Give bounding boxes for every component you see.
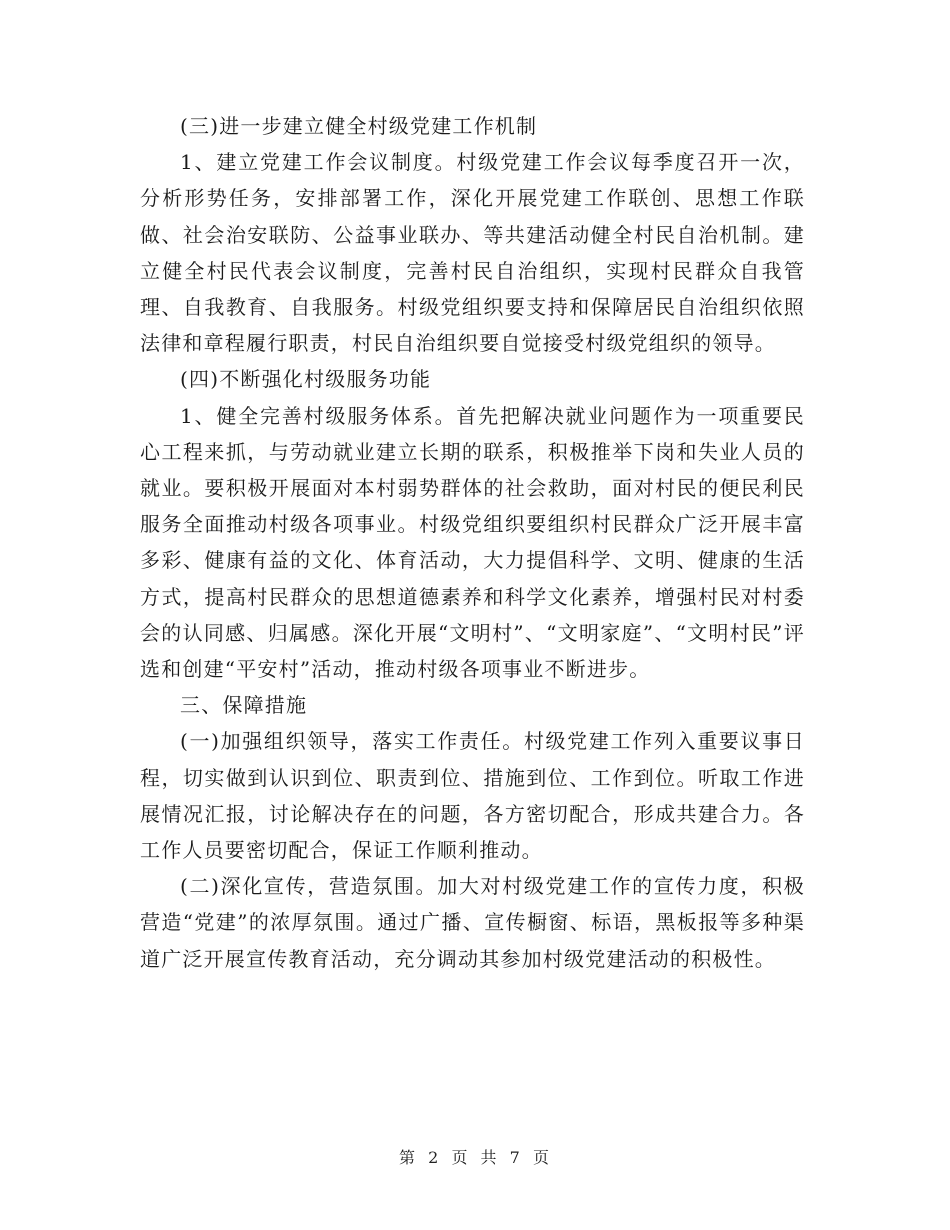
paragraph-publicity: (二)深化宣传，营造氛围。加大对村级党建工作的宣传力度，积极营造“党建”的浓厚氛围。通过广播、宣传橱窗、标语，黑板报等多种渠道广泛开展宣传教育活动，充分调动其参加村级党建活动的积极性。 (140, 874, 805, 971)
footer-current-page: 2 (428, 1148, 441, 1167)
section-heading-3: 三、保障措施 (180, 693, 308, 718)
paragraph-service-system: 1、健全完善村级服务体系。首先把解决就业问题作为一项重要民心工程来抓，与劳动就业建立长期的联系，积极推举下岗和失业人员的就业。要积极开展面对本村弱势群体的社会救助，面对村民的便民利民服务全面推动村级各项事业。村级党组织要组织村民群众广泛开展丰富多彩、健康有益的文化、体育活动，大力提倡科学、文明、健康的生活方式，提高村民群众的思想道德素养和科学文化素养，增强村民对村委会的认同感、归属感。深化开展“文明村”、“文明家庭”、“文明村民”评选和创建“平安村”活动，推动村级各项事业不断进步。 (140, 403, 805, 682)
footer-total-pages: 7 (509, 1148, 522, 1167)
document-body (140, 108, 805, 977)
footer-prefix: 第 (399, 1148, 418, 1167)
footer-suffix: 页 (532, 1148, 551, 1167)
paragraph-leadership: (一)加强组织领导，落实工作责任。村级党建工作列入重要议事日程，切实做到认识到位、职责到位、措施到位、工作到位。听取工作进展情况汇报，讨论解决存在的问题，各方密切配合，形成共建合力。各工作人员要密切配合，保证工作顺利推动。 (140, 729, 805, 863)
page-footer (0, 1145, 950, 1168)
paragraph-meeting-system: 1、建立党建工作会议制度。村级党建工作会议每季度召开一次，分析形势任务，安排部署工作，深化开展党建工作联创、思想工作联做、社会治安联防、公益事业联办、等共建活动健全村民自治机制。建立健全村民代表会议制度，完善村民自治组织，实现村民群众自我管理、自我教育、自我服务。村级党组织要支持和保障居民自治组织依照法律和章程履行职责，村民自治组织要自觉接受村级党组织的领导。 (140, 150, 805, 356)
footer-page-word: 页 (451, 1148, 470, 1167)
section-heading-4-4: (四)不断强化村级服务功能 (180, 367, 432, 392)
footer-total-word: 共 (480, 1148, 499, 1167)
section-heading-4-3: (三)进一步建立健全村级党建工作机制 (180, 114, 538, 138)
